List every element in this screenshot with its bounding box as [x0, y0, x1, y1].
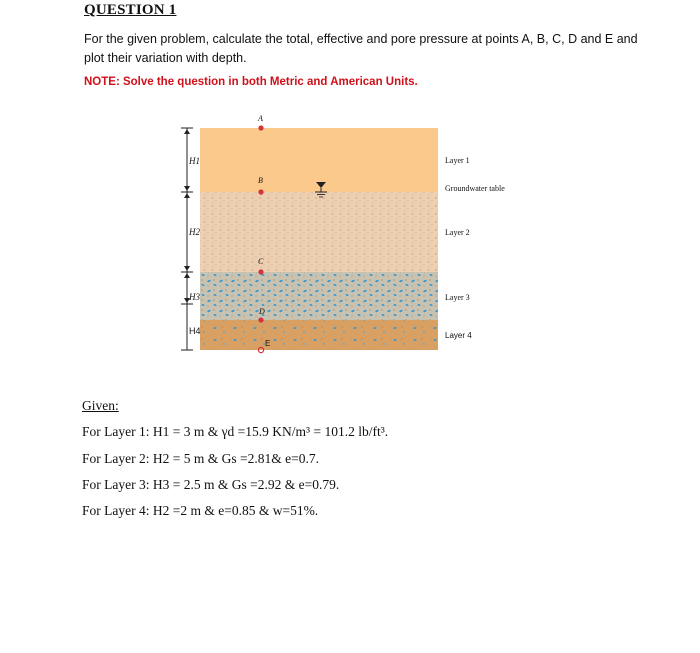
given-line-4: For Layer 4: H2 =2 m & e=0.85 & w=51%. [82, 503, 319, 518]
point-c-label: C [258, 257, 264, 266]
point-b-label: B [258, 176, 263, 185]
point-b-marker [258, 189, 263, 194]
height-label-h3: H3 [189, 292, 200, 302]
point-a-marker [258, 125, 263, 130]
given-line-3: For Layer 3: H3 = 2.5 m & Gs =2.92 & e=0.79. [82, 477, 340, 492]
height-label-h1: H1 [189, 156, 200, 166]
given-heading: Given: [82, 398, 119, 413]
layer-3-block [200, 272, 438, 320]
height-label-h4: H4 [189, 326, 201, 336]
point-d-marker [258, 317, 263, 322]
point-d-label: D [259, 307, 265, 316]
layer-1-label: Layer 1 [445, 156, 470, 165]
question-text: For the given problem, calculate the total, effective and pore pressure at points A, B, C, D and E and plot their variation with depth. [84, 32, 638, 65]
groundwater-table-label: Groundwater table [445, 184, 505, 193]
point-c-marker [258, 269, 263, 274]
point-a-label: A [258, 114, 263, 123]
soil-profile-figure [170, 108, 550, 358]
note-text: NOTE: Solve the question in both Metric and American Units. [84, 76, 418, 88]
given-line-1: For Layer 1: H1 = 3 m & γd =15.9 KN/m³ = 101.2 lb/ft³. [82, 424, 389, 439]
layer-4-label: Layer 4 [445, 331, 472, 340]
given-line-2: For Layer 2: H2 = 5 m & Gs =2.81& e=0.7. [82, 451, 319, 466]
layer-4-block [200, 320, 438, 350]
question-title: QUESTION 1 [84, 2, 177, 18]
layer-2-label: Layer 2 [445, 228, 470, 237]
point-e-label: E [265, 339, 271, 348]
layer-2-block [200, 192, 438, 272]
height-label-h2: H2 [189, 227, 200, 237]
layer-3-label: Layer 3 [445, 293, 470, 302]
